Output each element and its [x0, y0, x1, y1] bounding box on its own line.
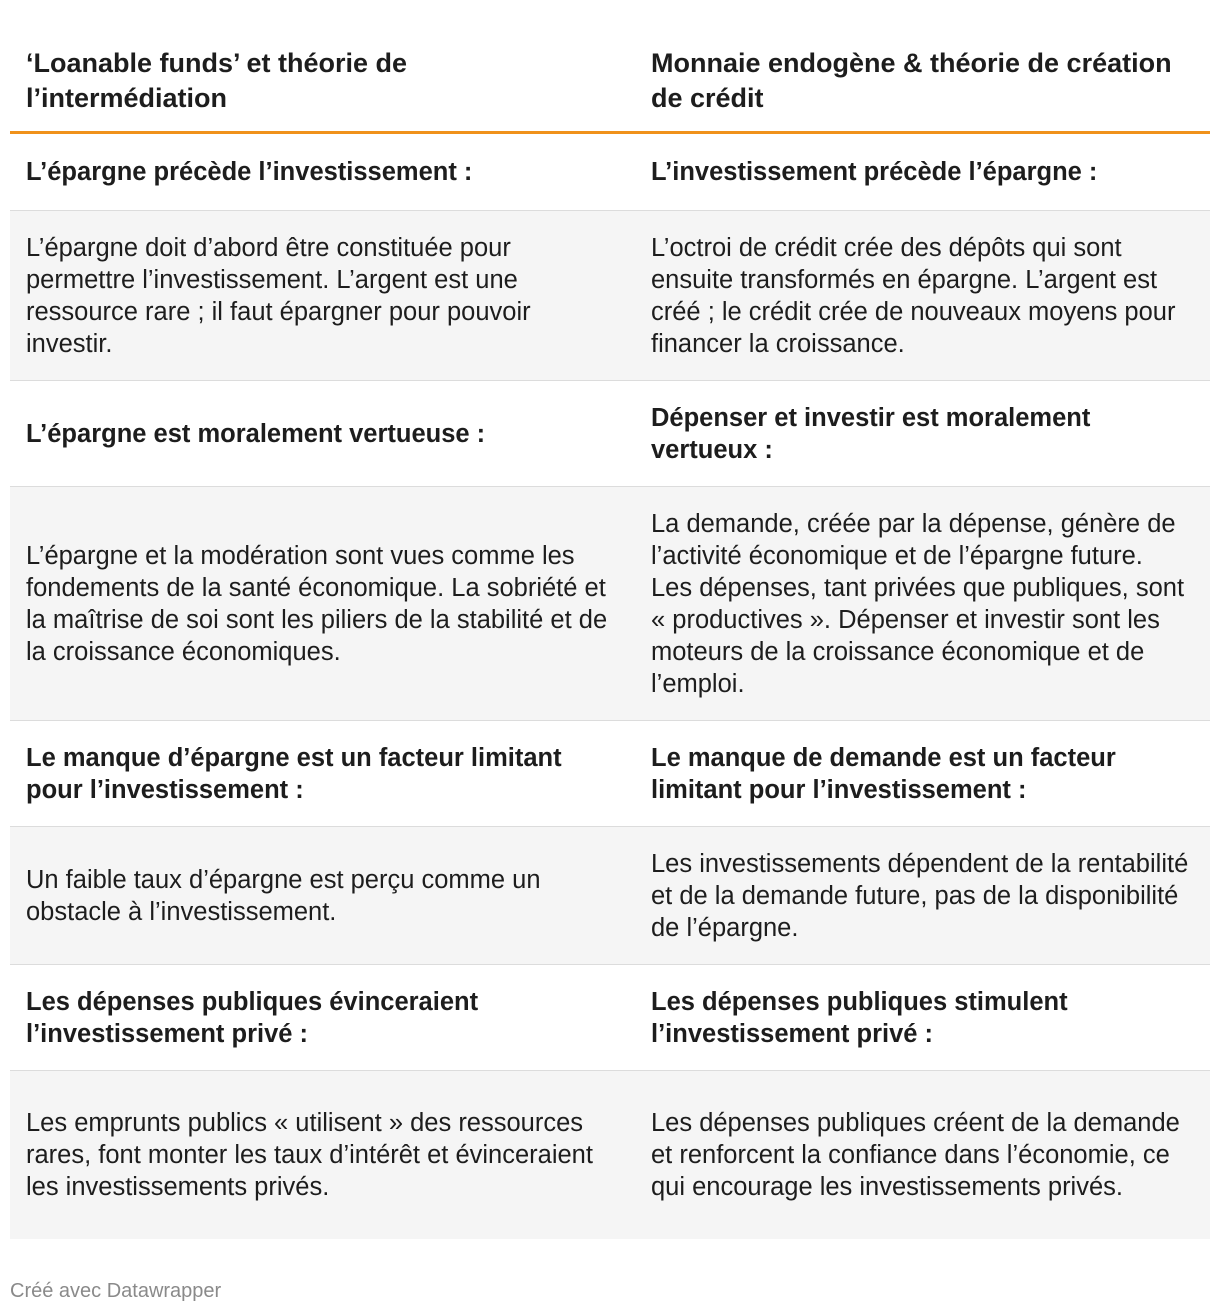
row-heading-right: L’investissement précède l’épargne : — [651, 158, 1098, 186]
table-row — [10, 721, 1210, 827]
row-heading-left: Les dépenses publiques évinceraient l’investissement privé : — [26, 987, 479, 1048]
table-row — [10, 134, 1210, 211]
row-heading-right: Dépenser et investir est moralement vertueux : — [651, 403, 1091, 464]
table-row — [10, 487, 1210, 721]
row-text-left: Les emprunts publics « utilisent » des ressources rares, font monter les taux d’intérêt et évinceraient les investissements privés. — [26, 1109, 593, 1201]
row-text-left: L’épargne doit d’abord être constituée pour permettre l’investissement. L’argent est une ressource rare ; il faut épargner pour pouvoir investir. — [26, 233, 531, 358]
row-heading-left: L’épargne est moralement vertueuse : — [26, 419, 486, 448]
row-text-right: La demande, créée par la dépense, génère de l’activité économique et de l’épargne future. Les dépenses, tant privées que publiques, sont « productives ». Dépenser et investir sont les moteurs de la croissance économique et de l’emploi. — [651, 509, 1185, 698]
row-heading-right: Les dépenses publiques stimulent l’investissement privé : — [651, 987, 1068, 1048]
table-row — [10, 827, 1210, 965]
row-text-right: L’octroi de crédit crée des dépôts qui sont ensuite transformés en épargne. L’argent est créé ; le crédit crée de nouveaux moyens pour financer la croissance. — [651, 233, 1176, 358]
row-text-right: Les investissements dépendent de la rentabilité et de la demande future, pas de la disponibilité de l’épargne. — [651, 849, 1189, 942]
row-heading-left: Le manque d’épargne est un facteur limitant pour l’investissement : — [26, 743, 562, 804]
header-col-endogenous-money: Monnaie endogène & théorie de création de crédit — [651, 48, 1172, 113]
table-row — [10, 381, 1210, 487]
row-heading-right: Le manque de demande est un facteur limitant pour l’investissement : — [651, 743, 1116, 804]
row-text-left: Un faible taux d’épargne est perçu comme un obstacle à l’investissement. — [26, 865, 541, 926]
table-row — [10, 211, 1210, 381]
datawrapper-credit[interactable]: Créé avec Datawrapper — [10, 1280, 222, 1302]
comparison-table — [10, 0, 1210, 1239]
table-row — [10, 965, 1210, 1071]
table-row — [10, 1071, 1210, 1239]
table-header — [10, 0, 1210, 134]
row-heading-left: L’épargne précède l’investissement : — [26, 158, 473, 186]
row-text-left: L’épargne et la modération sont vues comme les fondements de la santé économique. La sobriété et la maîtrise de soi sont les piliers de la stabilité et de la croissance économiques. — [26, 541, 608, 666]
header-col-loanable-funds: ‘Loanable funds’ et théorie de l’intermédiation — [26, 48, 408, 113]
row-text-right: Les dépenses publiques créent de la demande et renforcent la confiance dans l’économie, ce qui encourage les investissements privés. — [651, 1109, 1180, 1201]
